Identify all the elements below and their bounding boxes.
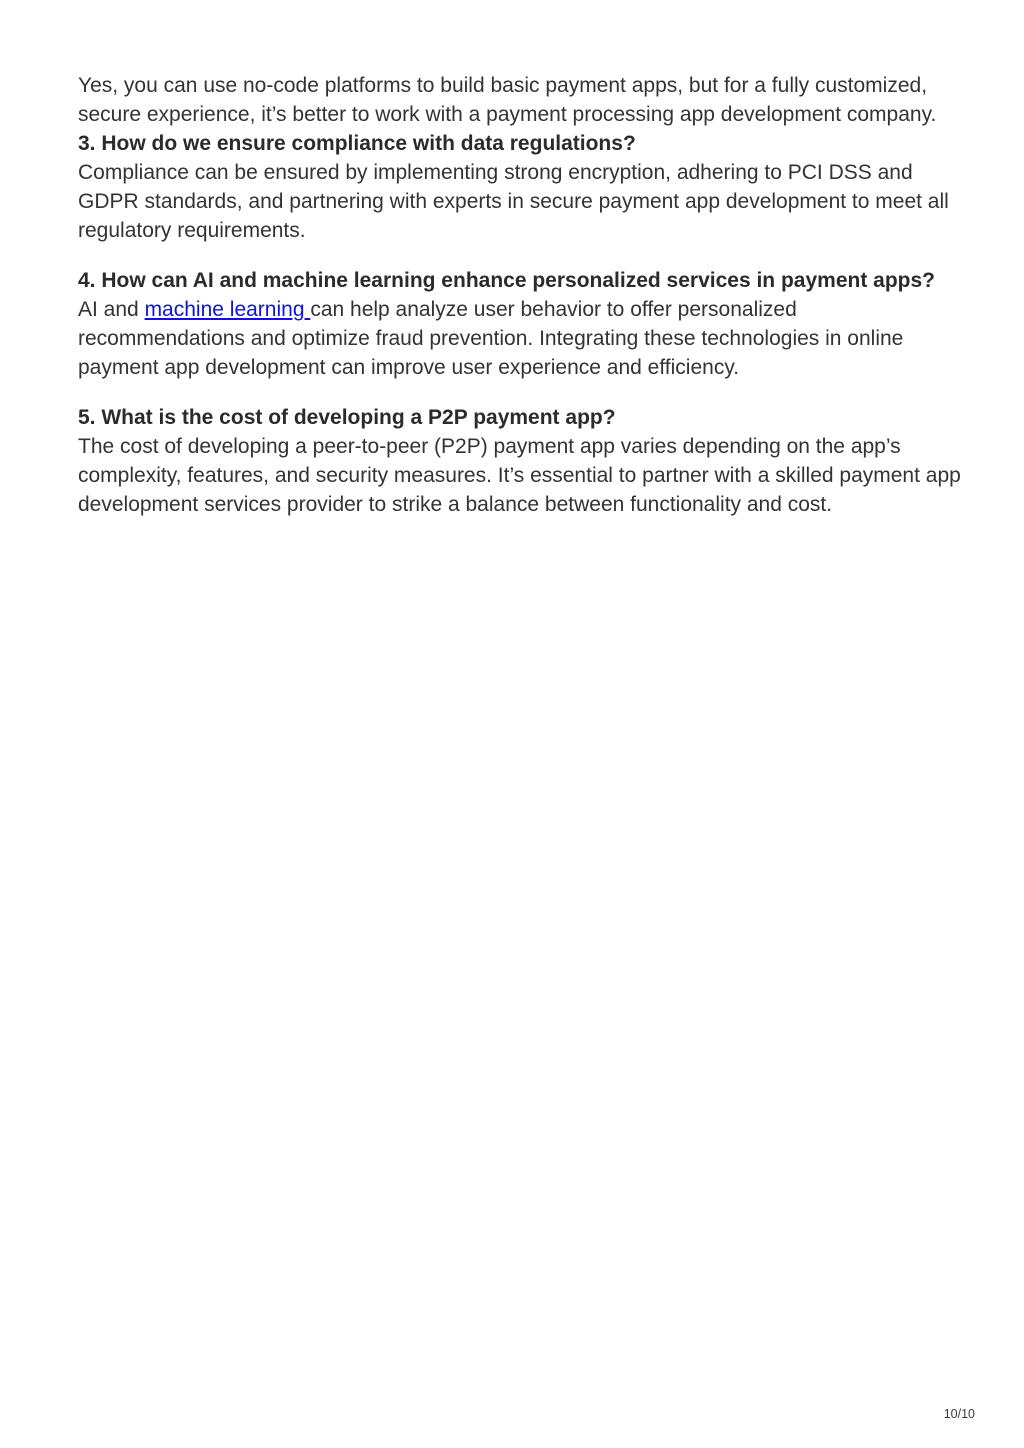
faq3-answer-line-2: GDPR standards, and partnering with experts in secure payment app development to meet all: [78, 190, 949, 213]
faq4-answer-line-3: payment app development can improve user experience and efficiency.: [78, 356, 740, 379]
faq5-answer-line-3: development services provider to strike a balance between functionality and cost.: [78, 493, 833, 516]
faq3-answer-line-3: regulatory requirements.: [78, 219, 306, 242]
intro-line-1: Yes, you can use no-code platforms to build basic payment apps, but for a fully customized,: [78, 74, 928, 97]
faq4-answer-line-1: [78, 295, 958, 324]
faq4-answer-segment-suffix: can help analyze user behavior to offer personalized: [310, 298, 797, 321]
faq4-question: 4. How can AI and machine learning enhance personalized services in payment apps?: [78, 269, 935, 292]
faq-block-5: [78, 403, 961, 519]
machine-learning-link[interactable]: machine learning: [144, 298, 311, 321]
faq-block-3: [78, 71, 958, 245]
page-number: 10/10: [943, 1407, 975, 1421]
faq5-question: 5. What is the cost of developing a P2P payment app?: [78, 406, 616, 429]
page-content: [78, 71, 961, 519]
faq3-question: 3. How do we ensure compliance with data regulations?: [78, 132, 636, 155]
intro-line-2: secure experience, it’s better to work with a payment processing app development company.: [78, 103, 937, 126]
faq5-answer-line-1: The cost of developing a peer-to-peer (P2P) payment app varies depending on the app’s: [78, 435, 901, 458]
faq-block-4: [78, 266, 958, 382]
faq4-answer-segment-prefix: AI and: [78, 298, 145, 321]
faq5-answer-line-2: complexity, features, and security measures. It’s essential to partner with a skilled payment app: [78, 464, 961, 487]
faq3-answer-line-1: Compliance can be ensured by implementing strong encryption, adhering to PCI DSS and: [78, 161, 913, 184]
faq4-answer-line-2: recommendations and optimize fraud prevention. Integrating these technologies in online: [78, 327, 904, 350]
